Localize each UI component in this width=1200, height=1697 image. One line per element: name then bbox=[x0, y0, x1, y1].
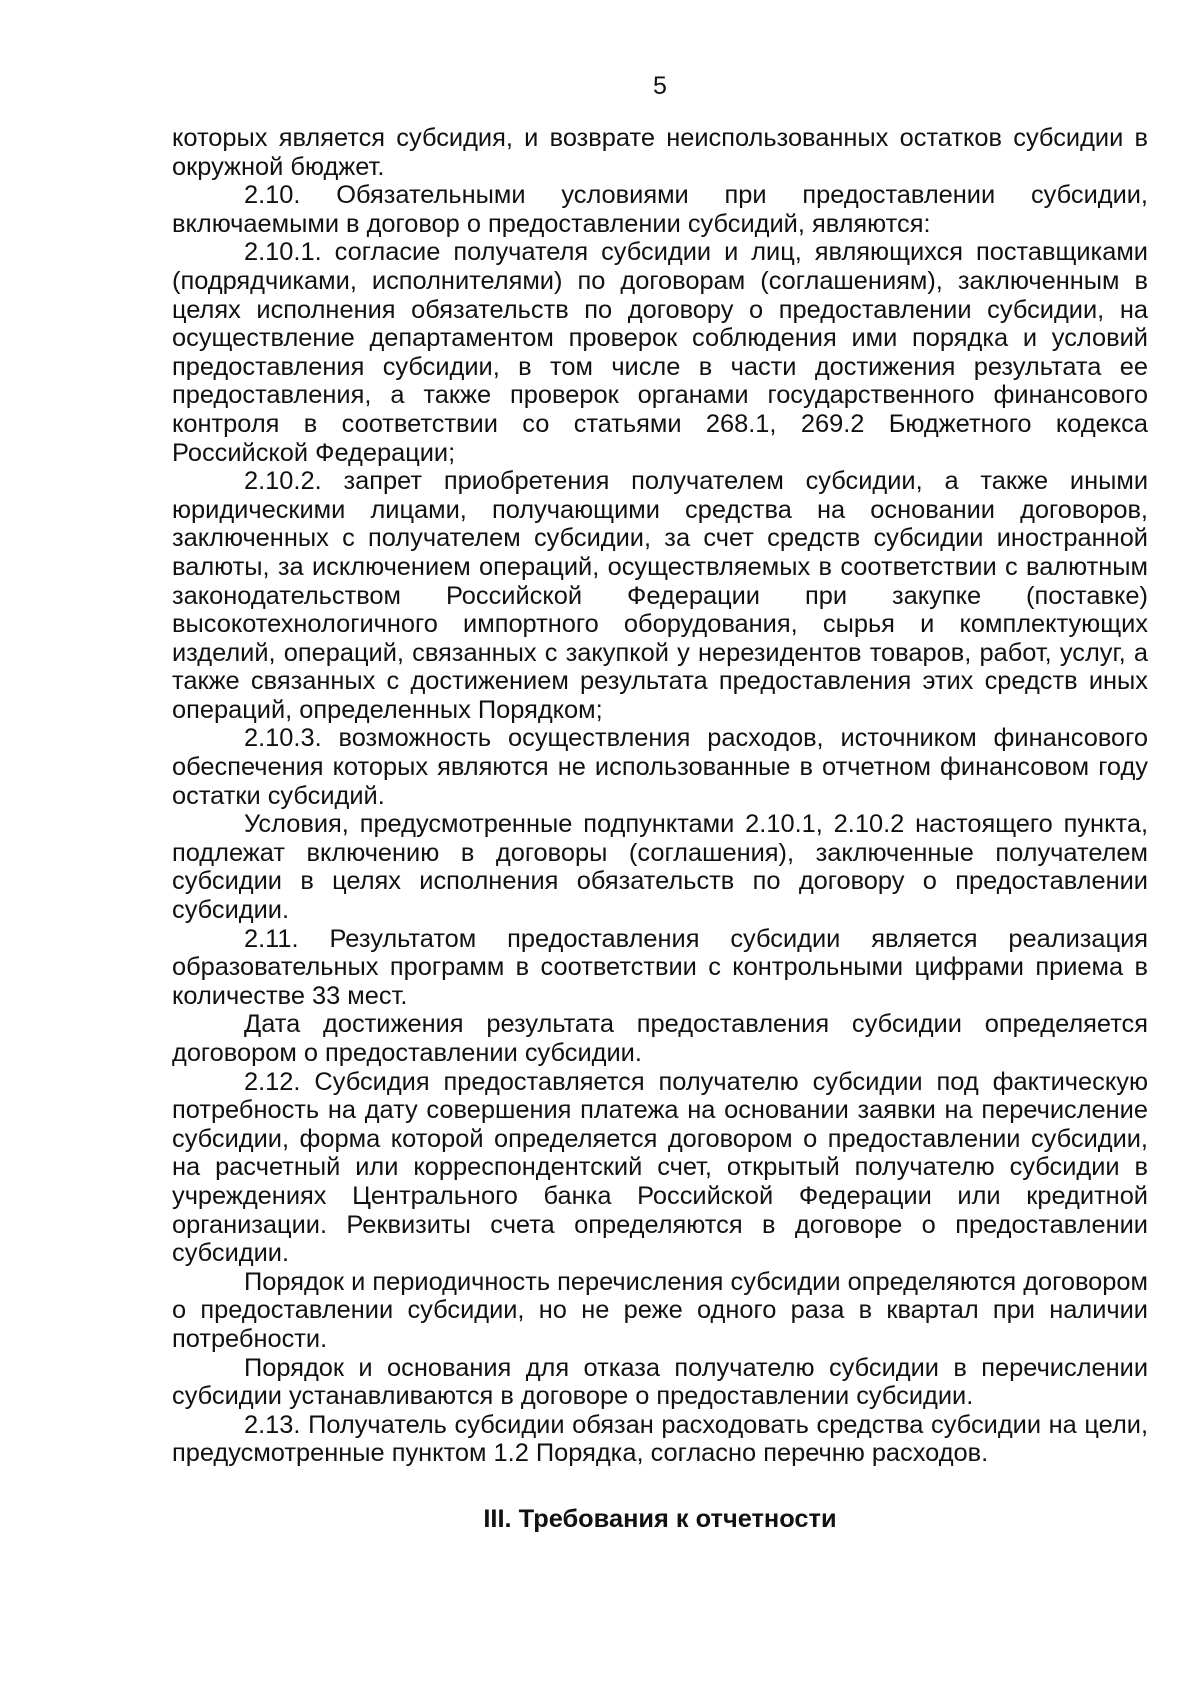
paragraph-continuation: которых является субсидия, и возврате неиспользованных остатков субсидии в окружной бюджет. bbox=[172, 124, 1148, 181]
paragraph-2-13: 2.13. Получатель субсидии обязан расходовать средства субсидии на цели, предусмотренные пунктом 1.2 Порядка, согласно перечню расходов. bbox=[172, 1410, 1148, 1468]
paragraph-result-date: Дата достижения результата предоставления субсидии определяется договором о предоставлении субсидии. bbox=[172, 1010, 1148, 1067]
paragraph-2-10: 2.10. Обязательными условиями при предоставлении субсидии, включаемыми в договор о предоставлении субсидий, являются: bbox=[172, 181, 1148, 238]
paragraph-2-10-1: 2.10.1. согласие получателя субсидии и лиц, являющихся поставщиками (подрядчиками, исполнителями) по договорам (соглашениям), заключенным в целях исполнения обязательств по договору о предоставлении субсидии, на осуществление департаментом проверок соблюдения ими порядка и условий предоставления субсидии, в том числе в части достижения результата ее предоставления, а также проверок органами государственного финансового контроля в соответствии со статьями 268.1, 269.2 Бюджетного кодекса Российской Федерации; bbox=[172, 238, 1148, 467]
paragraph-2-11: 2.11. Результатом предоставления субсидии является реализация образовательных программ в соответствии с контрольными цифрами приема в количестве 33 мест. bbox=[172, 924, 1148, 1010]
section-heading: III. Требования к отчетности bbox=[483, 1505, 837, 1533]
paragraph-transfer-order: Порядок и периодичность перечисления субсидии определяются договором о предоставлении субсидии, но не реже одного раза в квартал при наличии потребности. bbox=[172, 1267, 1148, 1353]
paragraph-2-12: 2.12. Субсидия предоставляется получателю субсидии под фактическую потребность на дату совершения платежа на основании заявки на перечисление субсидии, форма которой определяется договором о предоставлении субсидии, на расчетный или корреспондентский счет, открытый получателю субсидии в учреждениях Центрального банка Российской Федерации или кредитной организации. Реквизиты счета определяются в договоре о предоставлении субсидии. bbox=[172, 1067, 1148, 1268]
document-body bbox=[172, 124, 1148, 1468]
paragraph-2-10-2: 2.10.2. запрет приобретения получателем субсидии, а также иными юридическими лицами, получающими средства на основании договоров, заключенных с получателем субсидии, за счет средств субсидии иностранной валюты, за исключением операций, осуществляемых в соответствии с валютным законодательством Российской Федерации при закупке (поставке) высокотехнологичного импортного оборудования, сырья и комплектующих изделий, операций, связанных с закупкой у нерезидентов товаров, работ, услуг, а также связанных с достижением результата предоставления этих средств иных операций, определенных Порядком; bbox=[172, 467, 1148, 724]
paragraph-2-10-3: 2.10.3. возможность осуществления расходов, источником финансового обеспечения которых являются не использованные в отчетном финансовом году остатки субсидий. bbox=[172, 724, 1148, 810]
paragraph-refusal-grounds: Порядок и основания для отказа получателю субсидии в перечислении субсидии устанавливаются в договоре о предоставлении субсидии. bbox=[172, 1353, 1148, 1411]
paragraph-conditions: Условия, предусмотренные подпунктами 2.10.1, 2.10.2 настоящего пункта, подлежат включению в договоры (соглашения), заключенные получателем субсидии в целях исполнения обязательств по договору о предоставлении субсидии. bbox=[172, 810, 1148, 925]
page-number: 5 bbox=[653, 72, 667, 100]
